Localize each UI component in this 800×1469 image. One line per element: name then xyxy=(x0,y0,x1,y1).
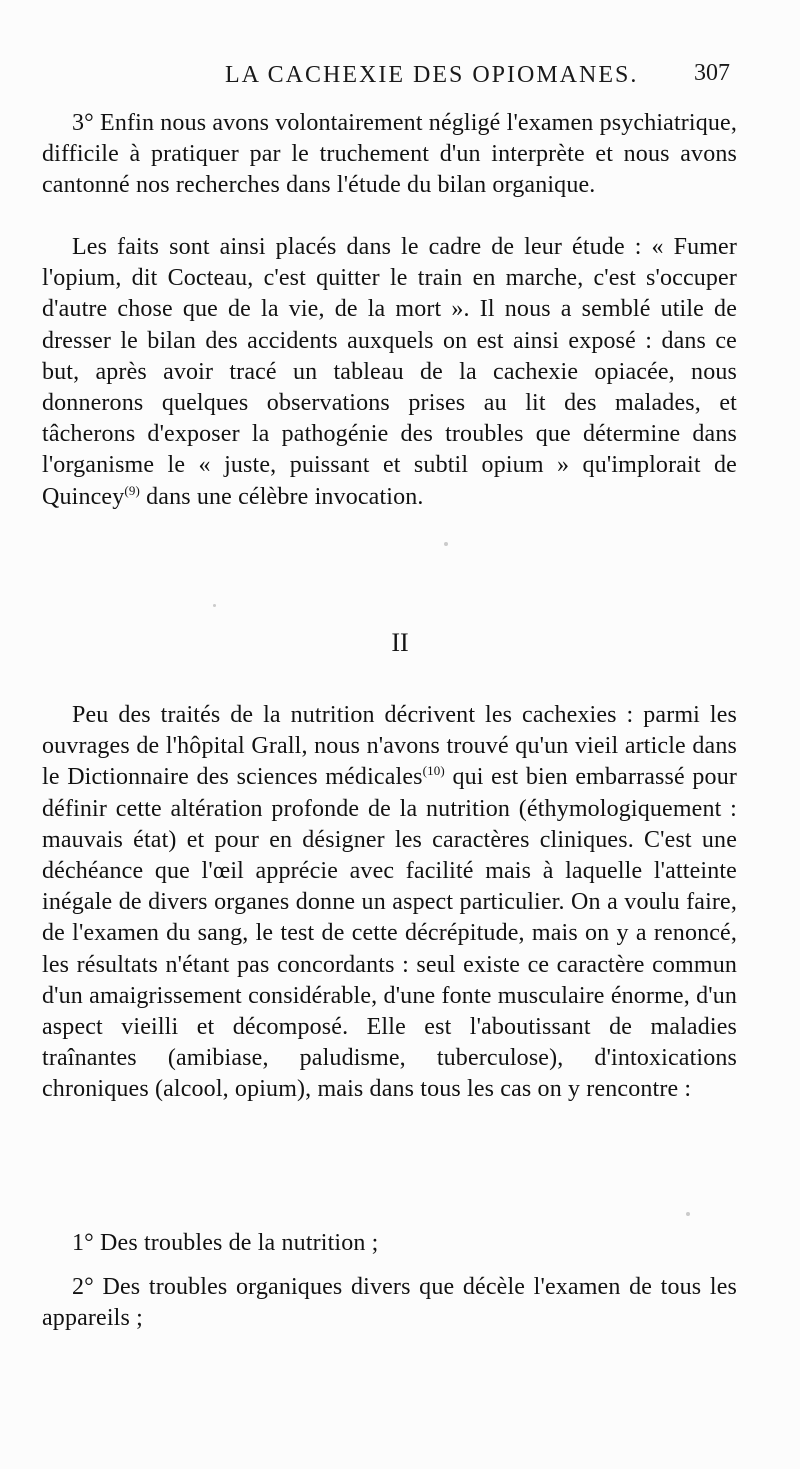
footnote-ref-10: (10) xyxy=(422,763,445,779)
paragraph-3-text: Peu des traités de la nutrition décrivent les cachexies : parmi les ouvrages de l'hôpital Grall, nous n'avons trouvé qu'un vieil article dans le Dictionnaire des sciences médicales xyxy=(42,702,737,791)
section-heading: II xyxy=(391,628,409,657)
print-speck xyxy=(686,1212,690,1216)
paragraph-3 xyxy=(42,700,737,1106)
paragraph-2-tail: dans une célèbre invocation. xyxy=(139,483,424,510)
footnote-ref-9: (9) xyxy=(124,482,140,498)
list-item-1: 1° Des troubles de la nutrition ; xyxy=(72,1230,379,1256)
paragraph-2 xyxy=(42,232,737,513)
paragraph-1: 3° Enfin nous avons volontairement négligé l'examen psychiatrique, difficile à pratiquer par le truchement d'un interprète et nous avons cantonné nos recherches dans l'étude du bilan organique. xyxy=(42,110,737,199)
running-header xyxy=(0,58,800,98)
page-number: 307 xyxy=(694,60,730,86)
list-item-2: 2° Des troubles organiques divers que décèle l'examen de tous les appareils ; xyxy=(42,1274,737,1332)
print-speck xyxy=(444,542,448,546)
paragraph-2-text: Les faits sont ainsi placés dans le cadre de leur étude : « Fumer l'opium, dit Cocteau, c'est quitter le train en marche, c'est s'occuper d'autre chose que de la vie, de la mort ». Il nous a semblé utile de dresser le bilan des accidents auxquels on est ainsi exposé : dans ce but, après avoir tracé un tableau de la cachexie opiacée, nous donnerons quelques observations prises au lit des malades, et tâcherons d'exposer la pathogénie des troubles que détermine dans l'organisme le « juste, puissant et subtil opium » qu'implorait de Quincey xyxy=(42,234,737,510)
running-title: LA CACHEXIE DES OPIOMANES. xyxy=(225,62,639,88)
print-speck xyxy=(213,604,216,607)
paragraph-3-tail: qui est bien embarrassé pour définir cette altération profonde de la nutrition (éthymologiquement : mauvais état) et pour en désigner les caractères cliniques. C'est une déchéance que l'œil apprécie avec facilité mais à laquelle l'atteinte inégale de divers organes donne un aspect particulier. On a voulu faire, de l'examen du sang, le test de cette décrépitude, mais on y a renoncé, les résultats n'étant pas concordants : seul existe ce caractère commun d'un amaigrissement considérable, d'une fonte musculaire énorme, d'un aspect vieilli et décomposé. Elle est l'aboutissant de maladies traînantes (amibiase, paludisme, tuberculose), d'intoxications chroniques (alcool, opium), mais dans tous les cas on y rencontre : xyxy=(42,764,737,1103)
